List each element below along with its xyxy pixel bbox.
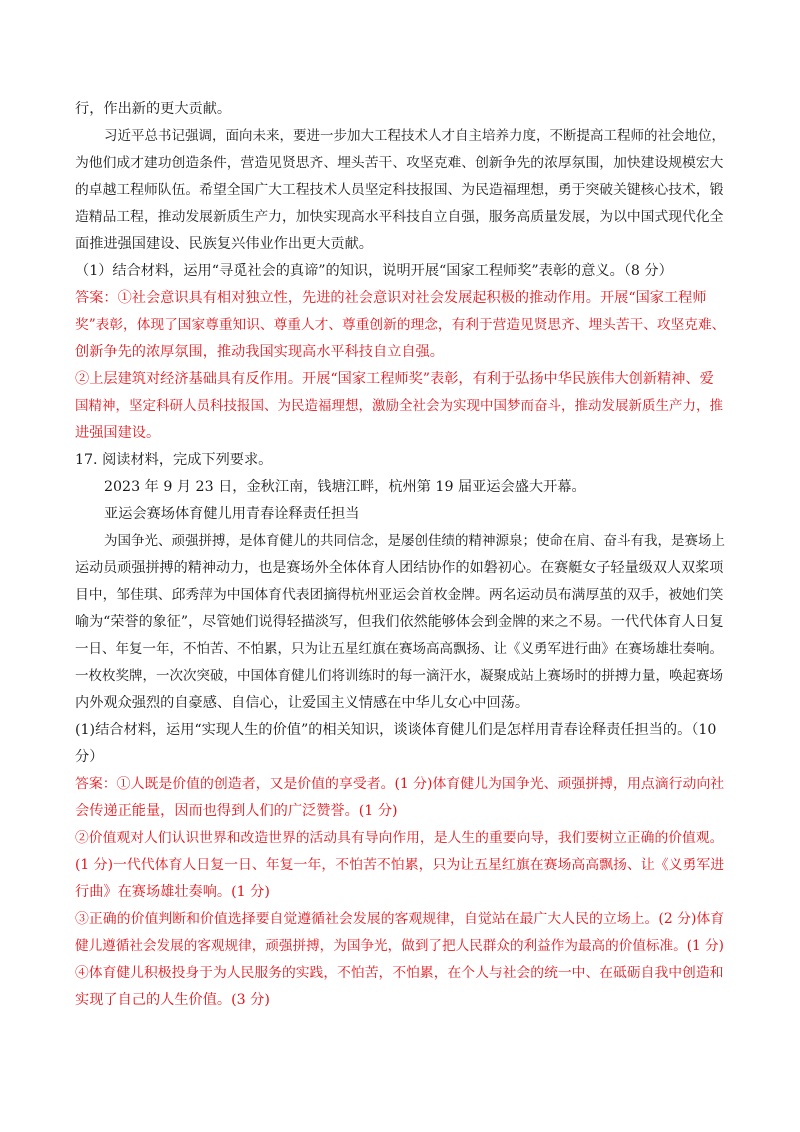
answer-line: 国精神，坚定科研人员科技报国、为民造福理想，激励全社会为实现中国梦而奋斗，推动发展新质生产力，推 <box>75 398 723 414</box>
text-line: 目中，邹佳琪、邱秀萍为中国体育代表团摘得杭州亚运会首枚金牌。两名运动员布满厚茧的双手，被她们笑 <box>75 587 724 603</box>
answer-line: 奖”表彰，体现了国家尊重知识、尊重人才、尊重创新的理念，有利于营造见贤思齐、埋头苦干、攻坚克难、 <box>75 317 726 333</box>
text-line: 喻为“荣誉的象征”，尽管她们说得轻描淡写，但我们依然能够体会到金牌的来之不易。一代代体育人日复 <box>75 614 724 630</box>
answer-line: ④体育健儿积极投身于为人民服务的实践，不怕苦，不怕累，在个人与社会的统一中、在砥砺自我中创造和 <box>75 965 724 981</box>
text-line: 为国争光、顽强拼搏，是体育健儿的共同信念，是屡创佳绩的精神源泉；使命在肩、奋斗有我，是赛场上 <box>104 533 725 549</box>
answer-line: ③正确的价值判断和价值选择要自觉遵循社会发展的客观规律，自觉站在最广大人民的立场上。(2 分)体育 <box>75 911 725 927</box>
question-line: 分） <box>75 749 104 765</box>
answer-line: 实现了自己的人生价值。(3 分) <box>75 992 270 1008</box>
answer-line: ②价值观对人们认识世界和改造世界的活动具有导向作用，是人生的重要向导，我们要树立正确的价值观。 <box>75 830 724 846</box>
text-line: 内外观众强烈的自豪感、自信心，让爱国主义情感在中华儿女心中回荡。 <box>75 695 530 711</box>
answer-line: 答案：①人既是价值的创造者，又是价值的享受者。(1 分)体育健儿为国争光、顽强拼搏，用点滴行动向社 <box>75 776 725 792</box>
text-line: 习近平总书记强调，面向未来，要进一步加大工程技术人才自主培养力度，不断提高工程师的社会地位， <box>104 128 725 144</box>
answer-line: 创新争先的浓厚氛围，推动我国实现高水平科技自立自强。 <box>75 344 444 360</box>
answer-line: 行曲》在赛场雄壮奏响。(1 分) <box>75 884 270 900</box>
text-line: 面推进强国建设、民族复兴伟业作出更大贡献。 <box>75 236 373 252</box>
answer-line: 答案：①社会意识具有相对独立性，先进的社会意识对社会发展起积极的推动作用。开展“国家工程师 <box>75 290 707 306</box>
text-line: 的卓越工程师队伍。希望全国广大工程技术人员坚定科技报国、为民造福理想，勇于突破关键核心技术，锻 <box>75 182 724 198</box>
question-line: （1）结合材料，运用“寻觅社会的真谛”的知识，说明开展“国家工程师奖”表彰的意义。（8 分） <box>75 263 673 279</box>
answer-line: 健儿遵循社会发展的客观规律，顽强拼搏，为国争光，做到了把人民群众的利益作为最高的价值标准。(1 分) <box>75 938 724 954</box>
answer-line: (1 分)一代代体育人日复一日、年复一年，不怕苦不怕累，只为让五星红旗在赛场高高飘扬、让《义勇军进 <box>75 857 725 873</box>
answer-line: 进强国建设。 <box>75 425 161 441</box>
text-line: 为他们成才建功创造条件，营造见贤思齐、埋头苦干、攻坚克难、创新争先的浓厚氛围，加快建设规模宏大 <box>75 155 724 171</box>
question-line: (1)结合材料，运用“实现人生的价值”的相关知识，谈谈体育健儿们是怎样用青春诠释责任担当的。（10 <box>75 722 717 738</box>
answer-line: 会传递正能量，因而也得到人们的广泛赞誉。(1 分) <box>75 803 398 819</box>
text-line: 运动员顽强拼搏的精神动力，也是赛场外全体体育人团结协作的如磐初心。在赛艇女子轻量级双人双桨项 <box>75 560 724 576</box>
text-line: 2023 年 9 月 23 日，金秋江南，钱塘江畔，杭州第 19 届亚运会盛大开幕。 <box>104 479 586 495</box>
text-line: 行，作出新的更大贡献。 <box>75 101 232 117</box>
article-title: 亚运会赛场体育健儿用青春诠释责任担当 <box>104 506 360 522</box>
text-line: 一日、年复一年，不怕苦、不怕累，只为让五星红旗在赛场高高飘扬、让《义勇军进行曲》在赛场雄壮奏响。 <box>75 641 723 657</box>
question-heading: 17. 阅读材料，完成下列要求。 <box>75 452 273 468</box>
text-line: 一枚枚奖牌，一次次突破，中国体育健儿们将训练时的每一滴汗水，凝聚成站上赛场时的拼搏力量，唤起赛场 <box>75 668 723 684</box>
answer-line: ②上层建筑对经济基础具有反作用。开展“国家工程师奖”表彰，有利于弘扬中华民族伟大创新精神、爱 <box>75 371 714 387</box>
text-line: 造精品工程，推动发展新质生产力，加快实现高水平科技自立自强，服务高质量发展，为以中国式现代化全 <box>75 209 724 225</box>
